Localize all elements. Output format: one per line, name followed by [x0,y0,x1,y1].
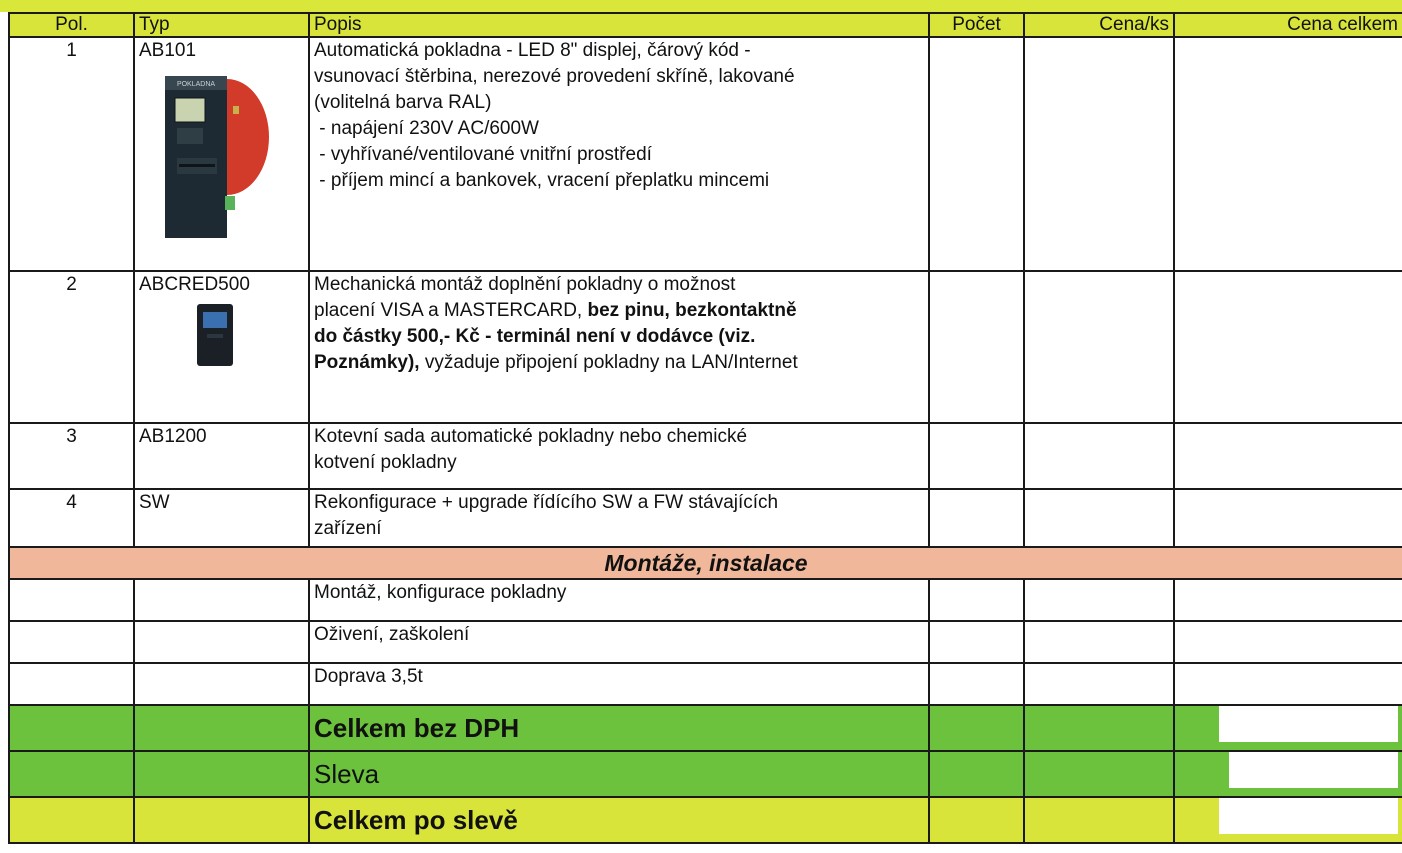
section-title: Montáže, instalace [9,547,1402,579]
row-popis: Automatická pokladna - LED 8" displej, čárový kód - vsunovací štěrbina, nerezové provedení skříně, lakované (volitelná barva RAL) - napájení 230V AC/600W - vyhřívané/ventilované vnitřní prostředí - příjem mincí a bankovek, vracení přeplatku mincemi [309,37,929,271]
col-header-cena-celkem: Cena celkem [1174,13,1402,37]
table-row [9,423,1402,489]
redacted-value [1229,752,1398,788]
install-item: Montáž, konfigurace pokladny [309,579,929,621]
redacted-value [1219,706,1398,742]
kiosk-label: POKLADNA [176,81,216,88]
row-pol: 4 [9,489,134,547]
row-pocet [929,423,1024,489]
row-typ-cell [134,37,309,271]
install-item: Doprava 3,5t [309,663,929,705]
header-row [9,13,1402,37]
row-typ: ABCRED500 [139,274,250,295]
quote-table [8,12,1402,844]
row-pol: 2 [9,271,134,423]
row-pocet [929,271,1024,423]
table-row [9,271,1402,423]
row-popis: Rekonfigurace + upgrade řídícího SW a FW stávajících zařízení [309,489,929,547]
table-row [9,37,1402,271]
row-cena-ks [1024,423,1174,489]
row-cena-celkem [1174,489,1402,547]
cash-machine-image [151,72,281,242]
table-row [9,489,1402,547]
final-total-row [9,797,1402,843]
row-popis: Kotevní sada automatické pokladny nebo chemické kotvení pokladny [309,423,929,489]
card-terminal-image [197,304,233,366]
row-cena-ks [1024,271,1174,423]
top-bar [0,0,1402,12]
row-pol: 3 [9,423,134,489]
row-cena-ks [1024,37,1174,271]
row-pocet [929,489,1024,547]
total-label: Celkem bez DPH [309,705,929,751]
table-row [9,621,1402,663]
discount-row [9,751,1402,797]
discount-label: Sleva [309,751,929,797]
col-header-typ: Typ [134,13,309,37]
row-typ-cell [134,271,309,423]
col-header-pol: Pol. [9,13,134,37]
row-typ: SW [134,489,309,547]
table-row [9,579,1402,621]
row-pocet [929,37,1024,271]
col-header-popis: Popis [309,13,929,37]
section-row [9,547,1402,579]
final-total-label: Celkem po slevě [309,797,929,843]
redacted-value [1219,798,1398,834]
col-header-cena-ks: Cena/ks [1024,13,1174,37]
row-cena-celkem [1174,423,1402,489]
row-cena-celkem [1174,37,1402,271]
row-typ: AB101 [139,40,197,61]
row-popis: Mechanická montáž doplnění pokladny o možnost placení VISA a MASTERCARD, bez pinu, bezkontaktně do částky 500,- Kč - terminál není v dodávce (viz. Poznámky), vyžaduje připojení pokladny na LAN/Internet [309,271,929,423]
col-header-pocet: Počet [929,13,1024,37]
total-row [9,705,1402,751]
install-item: Oživení, zaškolení [309,621,929,663]
row-cena-celkem [1174,271,1402,423]
row-typ: AB1200 [134,423,309,489]
row-cena-ks [1024,489,1174,547]
row-pol: 1 [9,37,134,271]
table-row [9,663,1402,705]
